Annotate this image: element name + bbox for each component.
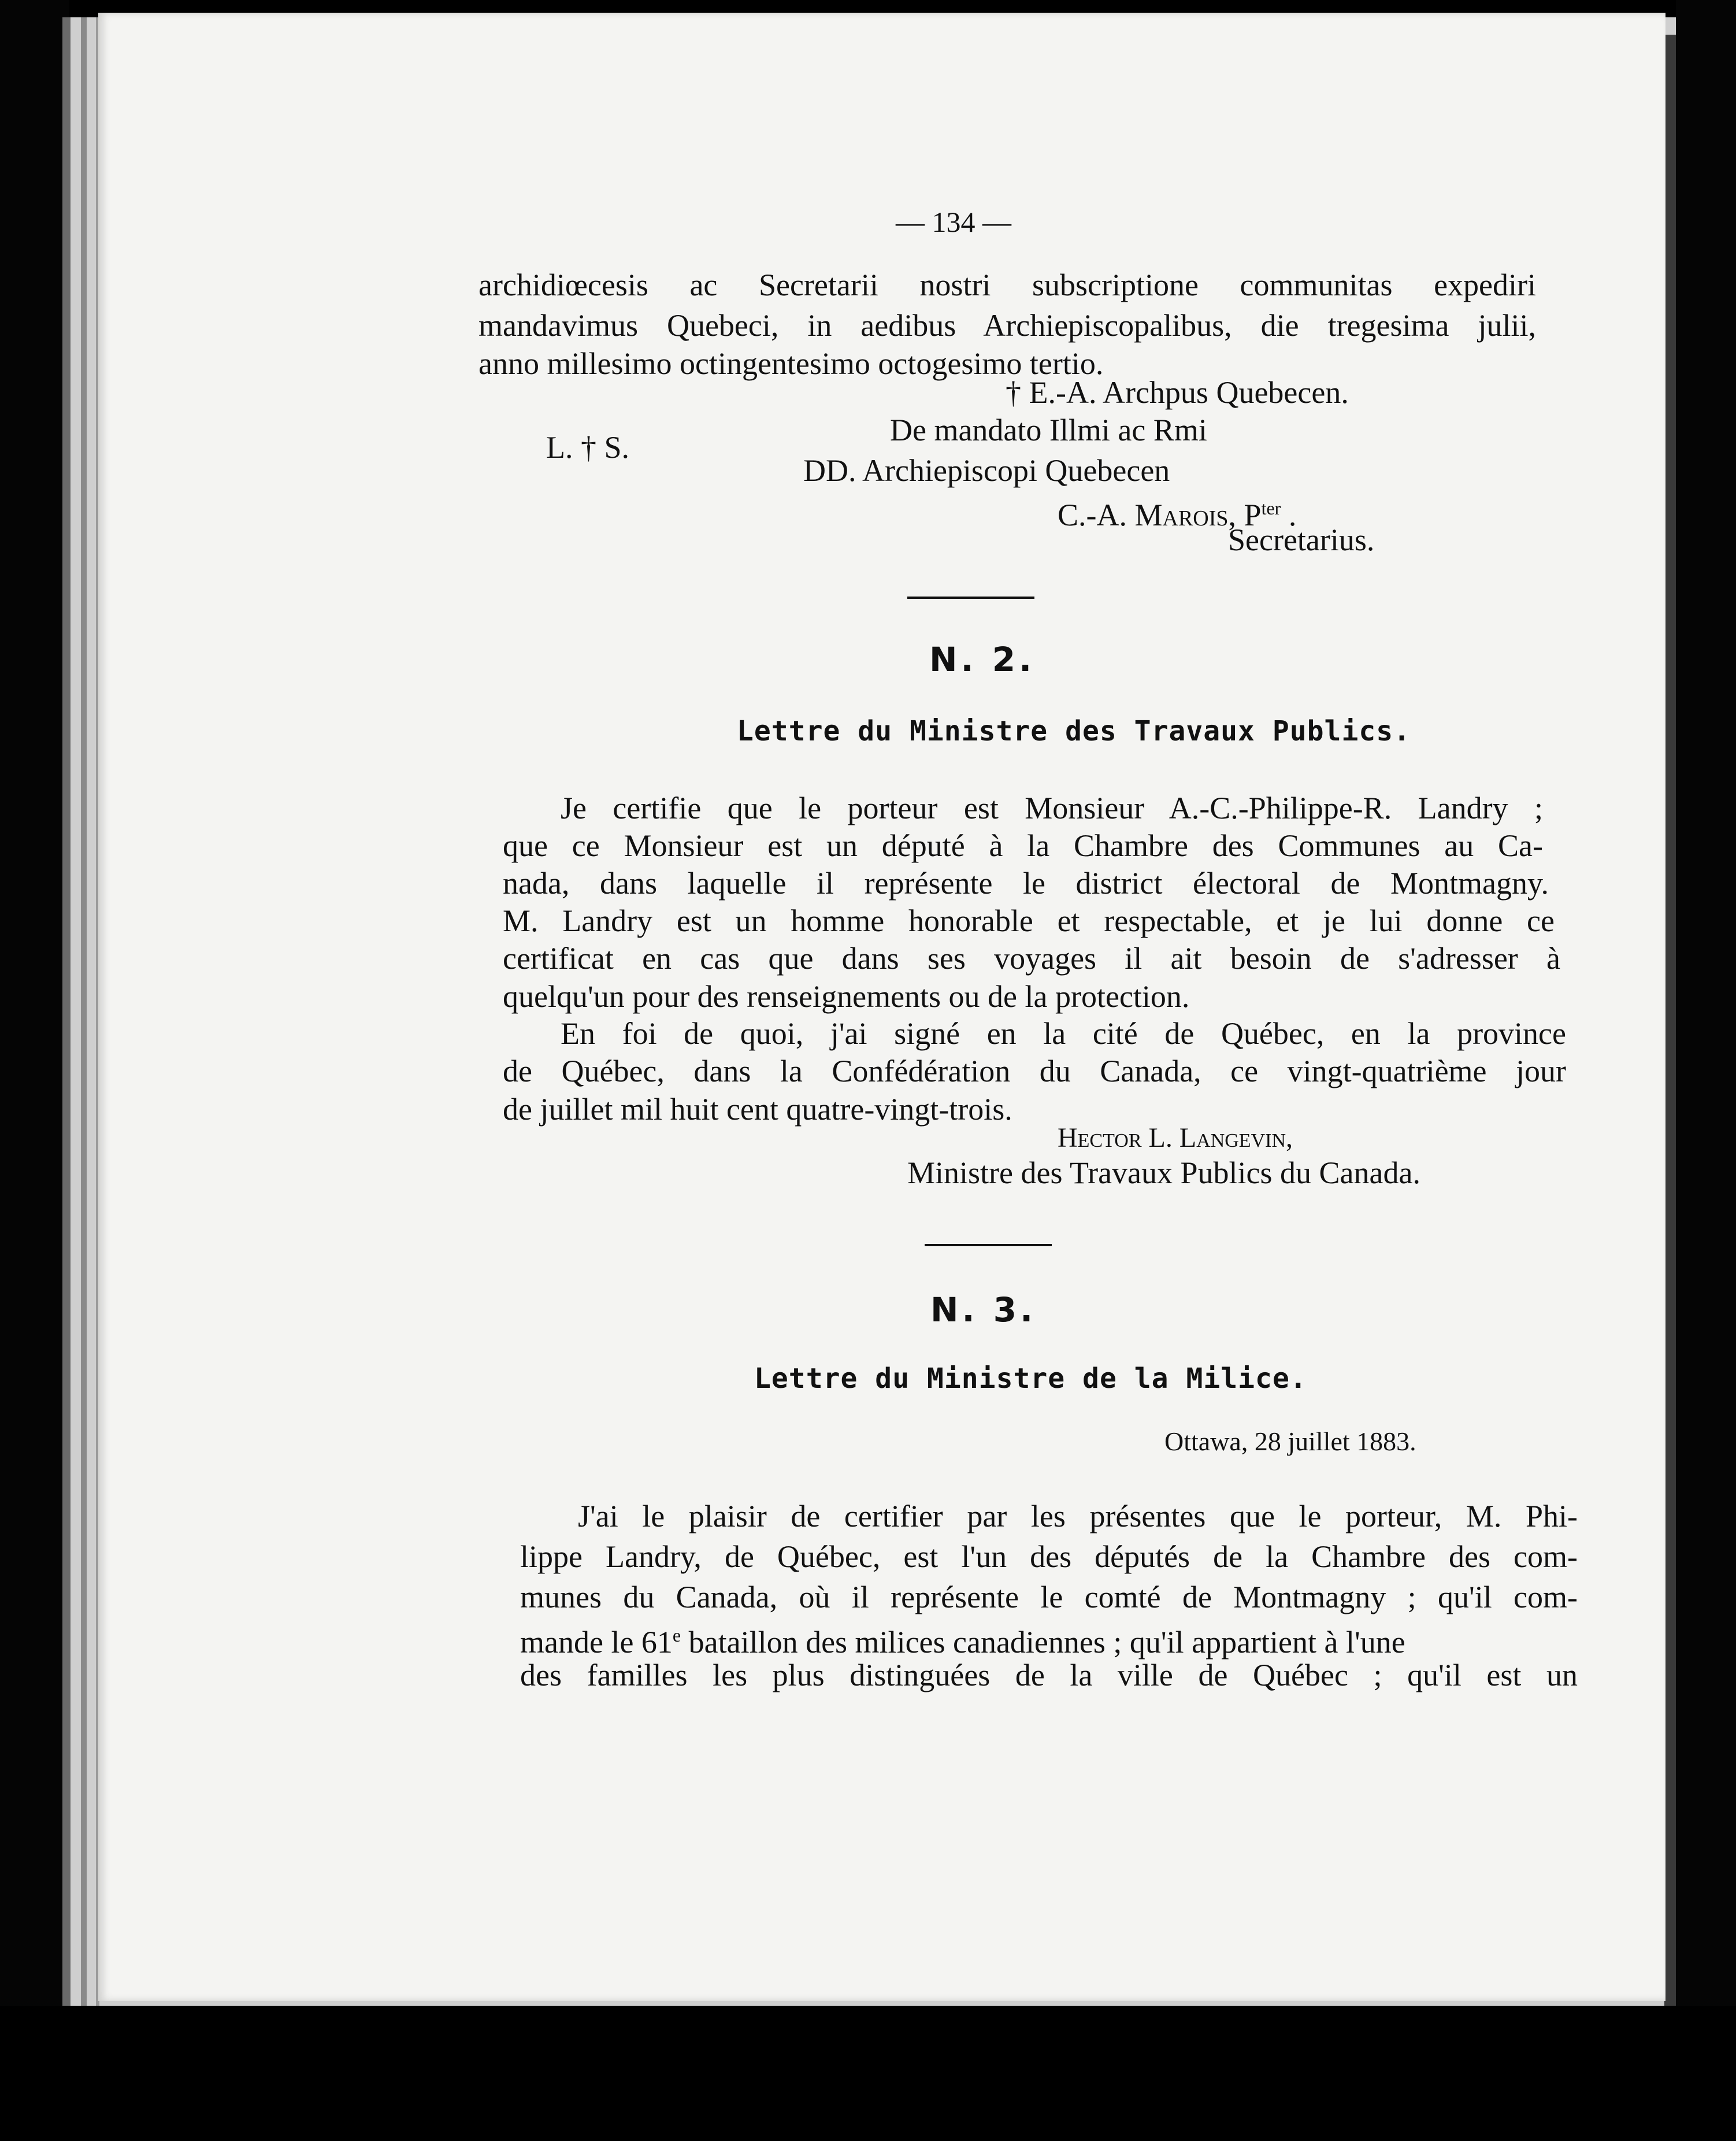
section-2-line-3: nada, dans laquelle il représente le district électoral de Montmagny. (503, 866, 1549, 901)
section-2-line-1: Je certifie que le porteur est Monsieur A.-C.-Philippe-R. Landry ; (561, 791, 1543, 825)
mandate-line-1: De mandato Illmi ac Rmi (890, 413, 1207, 447)
book-binding-edge (0, 0, 69, 2141)
section-3-line-2: lippe Landry, de Québec, est l'un des députés de la Chambre des com- (520, 1539, 1578, 1574)
seal-mark: L. † S. (546, 430, 630, 465)
scan-border-right (1676, 0, 1736, 2141)
secretary-title-sup: ter (1261, 498, 1281, 518)
intro-line-3: anno millesimo octingentesimo octogesimo tertio. (478, 346, 1104, 381)
secretary-dot: . (1288, 498, 1297, 532)
section-2-line-7: En foi de quoi, j'ai signé en la cité de Québec, en la province (561, 1016, 1566, 1051)
scan-border-bottom (0, 2006, 1736, 2141)
section-2-signer: Hector L. Langevin, (1058, 1123, 1293, 1153)
secretary-role: Secretarius. (1228, 523, 1375, 557)
section-divider-1 (907, 597, 1034, 599)
mandate-line-2: DD. Archiepiscopi Quebecen (803, 453, 1170, 488)
page-number: — 134 — (896, 206, 1011, 238)
section-3-line-4-start: mande le 61 (520, 1625, 673, 1660)
intro-line-2: mandavimus Quebeci, in aedibus Archiepiscopalibus, die tregesima julii, (478, 308, 1536, 343)
section-3-number: N. 3. (930, 1290, 1037, 1329)
section-3-line-5: des familles les plus distinguées de la ville de Québec ; qu'il est un (520, 1658, 1578, 1692)
section-divider-2 (925, 1244, 1052, 1246)
section-3-title: Lettre du Ministre de la Milice. (754, 1362, 1307, 1395)
section-3-line-3: munes du Canada, où il représente le comté de Montmagny ; qu'il com- (520, 1580, 1578, 1614)
intro-line-1: archidiœcesis ac Secretarii nostri subscriptione communitas expediri (478, 268, 1536, 302)
section-3-date: Ottawa, 28 juillet 1883. (1164, 1427, 1416, 1456)
document-page (98, 13, 1665, 2001)
section-3-line-4 (520, 1617, 1405, 1661)
secretary-name: C.-A. Marois, (1058, 498, 1237, 532)
section-3-line-4-sup: e (672, 1625, 681, 1646)
section-2-line-2: que ce Monsieur est un député à la Chambre des Communes au Ca- (503, 828, 1543, 863)
section-2-line-4: M. Landry est un homme honorable et respectable, et je lui donne ce (503, 903, 1555, 938)
section-2-line-9: de juillet mil huit cent quatre-vingt-trois. (503, 1092, 1012, 1127)
archbishop-signature: † E.-A. Archpus Quebecen. (1006, 375, 1349, 410)
section-3-line-4-rest: bataillon des milices canadiennes ; qu'il appartient à l'une (681, 1625, 1405, 1660)
section-2-title: Lettre du Ministre des Travaux Publics. (737, 715, 1411, 747)
section-2-line-6: quelqu'un pour des renseignements ou de la protection. (503, 979, 1190, 1014)
section-2-number: N. 2. (929, 640, 1036, 679)
section-2-line-8: de Québec, dans la Confédération du Canada, ce vingt-quatrième jour (503, 1054, 1566, 1088)
section-3-line-1: J'ai le plaisir de certifier par les présentes que le porteur, M. Phi- (578, 1499, 1578, 1533)
secretary-title: P (1244, 498, 1262, 532)
section-2-signer-title: Ministre des Travaux Publics du Canada. (907, 1155, 1420, 1190)
section-2-line-5: certificat en cas que dans ses voyages il ait besoin de s'adresser à (503, 941, 1560, 976)
